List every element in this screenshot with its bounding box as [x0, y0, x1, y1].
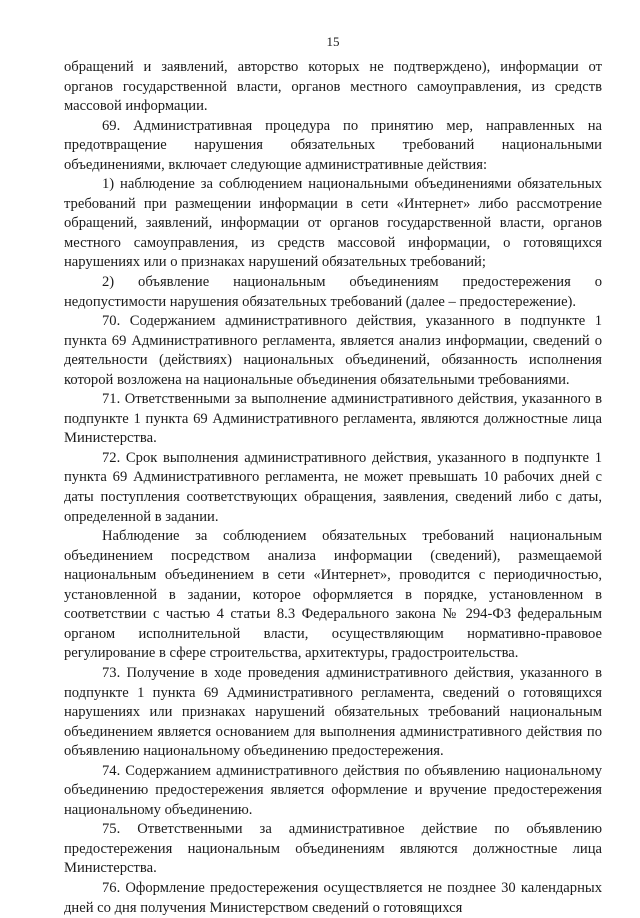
- page-number: 15: [326, 34, 340, 49]
- paragraph-69-item-2: 2) объявление национальным объединениям предостережения о недопустимости нарушения обязательных требований (далее – предостережение).: [64, 274, 602, 310]
- paragraph-71: 71. Ответственными за выполнение административного действия, указанного в подпункте 1 пункта 69 Административного регламента, являются должностные лица Министерства.: [64, 391, 602, 447]
- paragraph-76: 76. Оформление предостережения осуществляется не позднее 30 календарных дней со дня получения Министерством сведений о готовящихся: [64, 879, 602, 916]
- paragraph-72-observation: Наблюдение за соблюдением обязательных требований национальным объединением посредством анализа информации (сведений), размещаемой национальным объединением в сети «Интернет», проводится с периодичностью, установленной в задании, которое оформляется в порядке, установленном в соответствии с частью 4 статьи 8.3 Федерального закона № 294-ФЗ федеральным органом исполнительной власти, осуществляющим нормативно-правовое регулирование в сфере строительства, архитектуры, градостроительства.: [64, 528, 602, 662]
- paragraph-75: 75. Ответственными за административное действие по объявлению предостережения национальным объединениям являются должностные лица Министерства.: [64, 821, 602, 877]
- paragraph-74: 74. Содержанием административного действия по объявлению национальному объединению предостережения является оформление и вручение предостережения национальному объединению.: [64, 762, 602, 818]
- paragraph-continuation: обращений и заявлений, авторство которых не подтверждено), информации от органов государственной власти, органов местного самоуправления, из средств массовой информации.: [64, 59, 602, 115]
- paragraph-72: 72. Срок выполнения административного действия, указанного в подпункте 1 пункта 69 Административного регламента, не может превышать 10 рабочих дней с даты поступления соответствующих обращения, заявления, сведений либо с даты, определенной в задании.: [64, 449, 602, 525]
- paragraph-73: 73. Получение в ходе проведения административного действия, указанного в подпункте 1 пункта 69 Административного регламента, сведений о готовящихся нарушениях или признаках нарушений обязательных требований национальным объединением является основанием для выполнения административного действия по объявлению национальному объединению предостережения.: [64, 664, 602, 760]
- paragraph-69: 69. Административная процедура по принятию мер, направленных на предотвращение нарушения обязательных требований национальными объединениями, включает следующие административные действия:: [64, 117, 602, 173]
- paragraph-70: 70. Содержанием административного действия, указанного в подпункте 1 пункта 69 Административного регламента, является анализ информации, сведений о деятельности (действиях) национальных объединений, обязанность исполнения которой возложена на национальные объединения обязательными требованиями.: [64, 313, 602, 388]
- paragraph-69-item-1: 1) наблюдение за соблюдением национальными объединениями обязательных требований при размещении информации в сети «Интернет» либо рассмотрение обращений, заявлений, информации от органов государственной власти, органов местного самоуправления, из средств массовой информации, о готовящихся нарушениях или о признаках нарушений обязательных требований;: [64, 176, 602, 271]
